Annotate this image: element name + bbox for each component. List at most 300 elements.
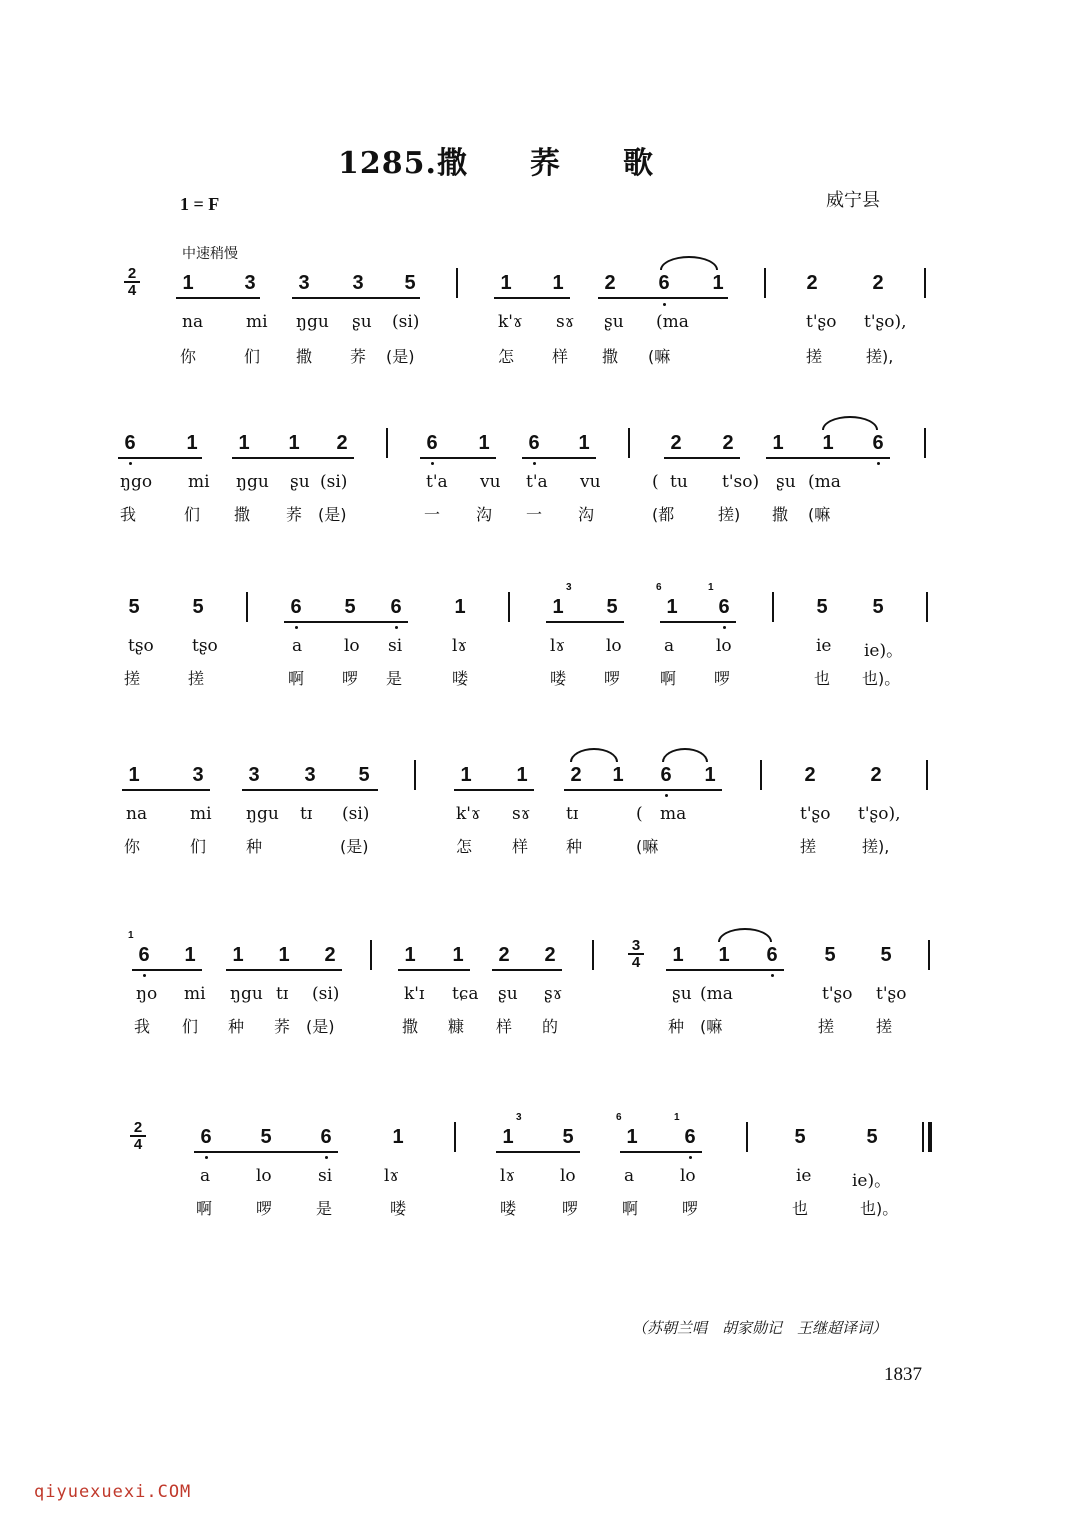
note: 5	[344, 596, 356, 618]
lyric-phonetic: k'ɪ	[404, 984, 425, 1004]
lyric-phonetic: t'ʂo	[876, 984, 907, 1004]
note: 1	[184, 944, 196, 966]
note: 3	[298, 272, 310, 294]
note: 2	[870, 764, 882, 786]
tempo-marking: 中速稍慢	[182, 246, 238, 262]
song-title: 1285.撒 荞 歌	[338, 146, 654, 181]
lyric-phonetic: (si)	[342, 804, 370, 824]
note: 5	[404, 272, 416, 294]
note: 1	[452, 944, 464, 966]
lyric-phonetic: a	[200, 1166, 211, 1186]
grace-note: 6	[616, 1112, 622, 1123]
note: 1	[278, 944, 290, 966]
barline	[760, 760, 762, 790]
lyric-phonetic: sɤ	[556, 312, 575, 332]
note: 6	[872, 432, 884, 454]
low-octave-dot	[723, 626, 726, 629]
lyric-chinese: 搓	[188, 669, 205, 688]
lyric-chinese: 我	[120, 505, 137, 524]
beam	[118, 457, 202, 459]
lyric-chinese: 荞	[274, 1017, 291, 1036]
beam	[522, 457, 596, 459]
lyric-phonetic: (ma	[700, 984, 733, 1004]
slur	[662, 748, 708, 762]
note: 1	[392, 1126, 404, 1148]
barline	[746, 1122, 748, 1152]
note: 1	[500, 272, 512, 294]
lyric-chinese: 搓)	[718, 505, 741, 524]
note: 2	[336, 432, 348, 454]
note: 5	[128, 596, 140, 618]
beam	[620, 1151, 702, 1153]
lyric-chinese: 啊	[660, 669, 677, 688]
beam	[666, 969, 784, 971]
note: 6	[658, 272, 670, 294]
lyric-chinese: (是)	[318, 505, 347, 524]
lyric-chinese: 样	[512, 837, 529, 856]
beam	[496, 1151, 580, 1153]
lyric-phonetic: t'ʂo),	[858, 804, 901, 824]
barline	[924, 268, 926, 298]
lyric-chinese: 搓),	[862, 837, 890, 856]
lyric-chinese: 荞	[286, 505, 303, 524]
lyric-chinese: 啊	[196, 1199, 213, 1218]
lyric-chinese: 啰	[562, 1199, 579, 1218]
time-signature: 3 4	[628, 938, 644, 970]
low-octave-dot	[395, 626, 398, 629]
slur	[822, 416, 878, 430]
lyric-chinese: 啰	[342, 669, 359, 688]
note: 1	[460, 764, 472, 786]
grace-note: 1	[128, 930, 134, 941]
lyric-chinese: 怎	[456, 837, 473, 856]
note: 5	[866, 1126, 878, 1148]
beam	[284, 621, 408, 623]
lyric-phonetic: a	[624, 1166, 635, 1186]
note: 3	[304, 764, 316, 786]
grace-note: 3	[566, 582, 572, 593]
beam	[398, 969, 470, 971]
lyric-phonetic: t'a	[526, 472, 548, 492]
lyric-phonetic: ŋgu	[236, 472, 269, 492]
note: 1	[612, 764, 624, 786]
beam	[564, 789, 722, 791]
lyric-chinese: (嘛	[808, 505, 831, 524]
lyric-phonetic: mi	[190, 804, 212, 824]
beam	[176, 297, 260, 299]
lyric-chinese: 喽	[550, 669, 567, 688]
note: 5	[824, 944, 836, 966]
note: 6	[766, 944, 778, 966]
lyric-phonetic: na	[182, 312, 204, 332]
note: 2	[722, 432, 734, 454]
lyric-phonetic: lɤ	[500, 1166, 516, 1186]
final-barline-thin	[922, 1122, 924, 1152]
lyric-chinese: 撒	[602, 347, 619, 366]
note: 2	[804, 764, 816, 786]
lyric-chinese: 样	[496, 1017, 513, 1036]
score-system-3	[0, 582, 1090, 736]
lyric-chinese: 也	[792, 1199, 809, 1218]
beam	[292, 297, 420, 299]
barline	[772, 592, 774, 622]
note: 1 3	[502, 1112, 522, 1148]
lyric-phonetic: si	[388, 636, 403, 656]
note: 1	[454, 596, 466, 618]
lyric-phonetic: lo	[606, 636, 622, 656]
lyric-chinese: 是	[386, 669, 403, 688]
lyric-chinese: 种	[668, 1017, 685, 1036]
note: 6	[320, 1126, 332, 1148]
note: 1	[238, 432, 250, 454]
note: 1 3	[552, 582, 572, 618]
slur	[570, 748, 618, 762]
lyric-phonetic: a	[292, 636, 303, 656]
lyric-phonetic: ʂu	[672, 984, 692, 1004]
lyric-chinese: 喽	[452, 669, 469, 688]
note: 2	[872, 272, 884, 294]
lyric-phonetic: na	[126, 804, 148, 824]
score-system-4	[0, 764, 1090, 904]
barline	[508, 592, 510, 622]
note: 1	[404, 944, 416, 966]
note: 2	[570, 764, 582, 786]
lyric-phonetic: lo	[256, 1166, 272, 1186]
lyric-chinese: 啰	[714, 669, 731, 688]
lyric-phonetic: tɪ	[566, 804, 579, 824]
note: 6	[528, 432, 540, 454]
beam	[766, 457, 890, 459]
barline	[764, 268, 766, 298]
lyric-chinese: 也)。	[862, 669, 901, 688]
grace-note: 1	[674, 1112, 680, 1123]
note: 2	[604, 272, 616, 294]
note: 5	[358, 764, 370, 786]
lyric-phonetic: ie	[796, 1166, 812, 1186]
lyric-chinese: 一	[526, 505, 543, 524]
note: 6	[200, 1126, 212, 1148]
lyric-phonetic: ma	[660, 804, 687, 824]
beam	[664, 457, 740, 459]
barline	[454, 1122, 456, 1152]
low-octave-dot	[295, 626, 298, 629]
note: 1	[186, 432, 198, 454]
lyric-chinese: 啊	[622, 1199, 639, 1218]
note: 5	[880, 944, 892, 966]
low-octave-dot	[431, 462, 434, 465]
lyric-phonetic: lɤ	[452, 636, 468, 656]
note: 1	[288, 432, 300, 454]
lyric-chinese: 我	[134, 1017, 151, 1036]
lyric-chinese: 种	[246, 837, 263, 856]
watermark-logo[interactable]: qiyuexuexi.COM	[34, 1482, 192, 1502]
lyric-phonetic: tɕa	[452, 984, 479, 1004]
low-octave-dot	[665, 794, 668, 797]
lyric-chinese: (嘛	[700, 1017, 723, 1036]
lyric-phonetic: tu	[670, 472, 688, 492]
lyric-phonetic: ŋgu	[230, 984, 263, 1004]
lyric-phonetic: tɪ	[276, 984, 289, 1004]
low-octave-dot	[877, 462, 880, 465]
barline	[414, 760, 416, 790]
lyric-phonetic: lo	[680, 1166, 696, 1186]
note: 5	[260, 1126, 272, 1148]
lyric-chinese: 啰	[682, 1199, 699, 1218]
lyric-chinese: (嘛	[648, 347, 671, 366]
lyric-chinese: 喽	[500, 1199, 517, 1218]
lyric-phonetic: (ma	[808, 472, 841, 492]
lyric-chinese: (都	[652, 505, 675, 524]
lyric-phonetic: vu	[480, 472, 501, 492]
page-number: 1837	[884, 1364, 922, 1385]
beam	[494, 297, 570, 299]
beam	[546, 621, 624, 623]
note: 1	[772, 432, 784, 454]
lyric-chinese: 搓	[876, 1017, 893, 1036]
lyric-chinese: 搓	[124, 669, 141, 688]
lyric-phonetic: t'ʂo	[800, 804, 831, 824]
lyric-phonetic: (	[636, 804, 643, 824]
note: 6	[390, 596, 402, 618]
note: 1	[182, 272, 194, 294]
time-signature: 2 4	[124, 266, 140, 298]
barline	[592, 940, 594, 970]
low-octave-dot	[663, 303, 666, 306]
note: 1	[578, 432, 590, 454]
barline	[386, 428, 388, 458]
lyric-chinese: 们	[182, 1017, 199, 1036]
lyric-phonetic: ʂu	[290, 472, 310, 492]
note: 3	[248, 764, 260, 786]
lyric-phonetic: mi	[188, 472, 210, 492]
lyric-chinese: 种	[228, 1017, 245, 1036]
lyric-chinese: 的	[542, 1017, 559, 1036]
lyric-phonetic: ʂu	[352, 312, 372, 332]
note: 2	[544, 944, 556, 966]
barline	[628, 428, 630, 458]
note: 1 6	[616, 1112, 638, 1148]
lyric-chinese: 们	[190, 837, 207, 856]
score-system-5	[0, 930, 1090, 1084]
lyric-chinese: 是	[316, 1199, 333, 1218]
low-octave-dot	[689, 1156, 692, 1159]
lyric-chinese: 你	[124, 837, 141, 856]
note: 1	[712, 272, 724, 294]
beam	[660, 621, 736, 623]
score-system-1	[0, 265, 1090, 412]
time-signature: 2 4	[130, 1120, 146, 1152]
lyric-chinese: 搓	[806, 347, 823, 366]
low-octave-dot	[771, 974, 774, 977]
lyric-phonetic: ie)。	[864, 641, 904, 661]
lyric-phonetic: t'so)	[722, 472, 760, 492]
lyric-chinese: (是)	[306, 1017, 335, 1036]
barline	[456, 268, 458, 298]
note: 6	[660, 764, 672, 786]
lyric-phonetic: ŋo	[136, 984, 158, 1004]
lyric-phonetic: t'a	[426, 472, 448, 492]
beam	[420, 457, 496, 459]
note: 6	[426, 432, 438, 454]
lyric-phonetic: lɤ	[384, 1166, 400, 1186]
final-barline-thick	[928, 1122, 932, 1152]
lyric-phonetic: (si)	[312, 984, 340, 1004]
lyric-phonetic: si	[318, 1166, 333, 1186]
lyric-chinese: 喽	[390, 1199, 407, 1218]
note: 1	[718, 944, 730, 966]
note: 1	[822, 432, 834, 454]
note: 2	[670, 432, 682, 454]
lyric-chinese: 一	[424, 505, 441, 524]
note: 3	[244, 272, 256, 294]
note: 1	[672, 944, 684, 966]
beam	[132, 969, 202, 971]
lyric-chinese: 荞	[350, 347, 367, 366]
low-octave-dot	[143, 974, 146, 977]
note: 1	[232, 944, 244, 966]
note: 6 1	[708, 582, 730, 618]
lyric-phonetic: (	[652, 472, 659, 492]
lyric-chinese: 撒	[234, 505, 251, 524]
beam	[242, 789, 378, 791]
beam	[492, 969, 562, 971]
note: 1	[516, 764, 528, 786]
low-octave-dot	[205, 1156, 208, 1159]
score-system-2	[0, 432, 1090, 572]
note: 6	[290, 596, 302, 618]
lyric-chinese: 搓	[800, 837, 817, 856]
note: 5	[794, 1126, 806, 1148]
lyric-chinese: 也)。	[860, 1199, 899, 1218]
grace-note: 1	[708, 582, 714, 593]
lyric-phonetic: lo	[344, 636, 360, 656]
lyric-phonetic: mi	[184, 984, 206, 1004]
barline	[370, 940, 372, 970]
note: 5	[606, 596, 618, 618]
lyric-phonetic: ʂu	[776, 472, 796, 492]
lyric-phonetic: vu	[580, 472, 601, 492]
lyric-chinese: 啰	[256, 1199, 273, 1218]
beam	[598, 297, 728, 299]
beam	[194, 1151, 338, 1153]
lyric-phonetic: t'ʂo),	[864, 312, 907, 332]
note: 5	[192, 596, 204, 618]
lyric-phonetic: ŋgo	[120, 472, 153, 492]
lyric-phonetic: lo	[560, 1166, 576, 1186]
lyric-phonetic: k'ɤ	[498, 312, 523, 332]
lyric-phonetic: tʂo	[128, 636, 154, 656]
lyric-phonetic: lɤ	[550, 636, 566, 656]
note: 1 6	[656, 582, 678, 618]
grace-note: 6	[656, 582, 662, 593]
lyric-phonetic: ʂu	[498, 984, 518, 1004]
low-octave-dot	[325, 1156, 328, 1159]
lyric-chinese: 啊	[288, 669, 305, 688]
note: 1	[704, 764, 716, 786]
lyric-chinese: (嘛	[636, 837, 659, 856]
lyric-phonetic: (ma	[656, 312, 689, 332]
lyric-phonetic: (si)	[392, 312, 420, 332]
lyric-phonetic: a	[664, 636, 675, 656]
note: 6	[124, 432, 136, 454]
lyric-phonetic: ŋgu	[246, 804, 279, 824]
lyric-phonetic: ie	[816, 636, 832, 656]
note: 2	[806, 272, 818, 294]
note: 5	[872, 596, 884, 618]
score-system-6	[0, 1112, 1090, 1266]
lyric-phonetic: ie)。	[852, 1171, 892, 1191]
lyric-phonetic: ʂu	[604, 312, 624, 332]
low-octave-dot	[533, 462, 536, 465]
lyric-chinese: 怎	[498, 347, 515, 366]
lyric-phonetic: tɪ	[300, 804, 313, 824]
credit-line: （苏朝兰唱 胡家勋记 王继超译词）	[632, 1319, 888, 1337]
lyric-chinese: 们	[184, 505, 201, 524]
lyric-phonetic: k'ɤ	[456, 804, 481, 824]
lyric-chinese: 撒	[296, 347, 313, 366]
lyric-chinese: 糠	[448, 1017, 465, 1036]
lyric-chinese: (是)	[386, 347, 415, 366]
note: 1	[128, 764, 140, 786]
lyric-chinese: 沟	[578, 505, 595, 524]
barline	[926, 760, 928, 790]
lyric-phonetic: lo	[716, 636, 732, 656]
lyric-chinese: 撒	[402, 1017, 419, 1036]
note: 2	[324, 944, 336, 966]
lyric-chinese: 种	[566, 837, 583, 856]
lyric-phonetic: (si)	[320, 472, 348, 492]
lyric-phonetic: ŋgu	[296, 312, 329, 332]
lyric-phonetic: mi	[246, 312, 268, 332]
lyric-chinese: 样	[552, 347, 569, 366]
note: 5	[562, 1126, 574, 1148]
note: 3	[352, 272, 364, 294]
lyric-chinese: 们	[244, 347, 261, 366]
beam	[122, 789, 210, 791]
beam	[454, 789, 534, 791]
note: 1	[552, 272, 564, 294]
lyric-phonetic: tʂo	[192, 636, 218, 656]
lyric-chinese: 啰	[604, 669, 621, 688]
key-signature: 1 = F	[180, 194, 220, 214]
lyric-phonetic: ʂɤ	[544, 984, 563, 1004]
lyric-chinese: (是)	[340, 837, 369, 856]
lyric-chinese: 沟	[476, 505, 493, 524]
slur	[718, 928, 772, 942]
barline	[246, 592, 248, 622]
region-label: 威宁县	[826, 190, 880, 211]
note: 6 1	[674, 1112, 696, 1148]
barline	[926, 592, 928, 622]
lyric-chinese: 也	[814, 669, 831, 688]
barline	[924, 428, 926, 458]
note: 5	[816, 596, 828, 618]
lyric-chinese: 搓),	[866, 347, 894, 366]
lyric-chinese: 搓	[818, 1017, 835, 1036]
beam	[226, 969, 342, 971]
grace-note: 3	[516, 1112, 522, 1123]
lyric-chinese: 你	[180, 347, 197, 366]
note: 6 1	[128, 930, 150, 966]
lyric-phonetic: t'ʂo	[806, 312, 837, 332]
lyric-chinese: 撒	[772, 505, 789, 524]
slur	[660, 256, 718, 270]
lyric-phonetic: sɤ	[512, 804, 531, 824]
lyric-phonetic: t'ʂo	[822, 984, 853, 1004]
note: 3	[192, 764, 204, 786]
note: 1	[478, 432, 490, 454]
low-octave-dot	[129, 462, 132, 465]
